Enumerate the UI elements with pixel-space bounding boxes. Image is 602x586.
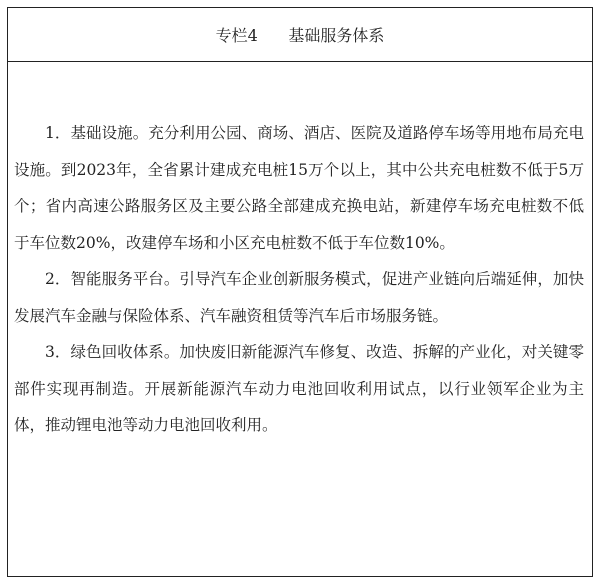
column-box — [7, 7, 593, 577]
column-title: 基础服务体系 — [288, 26, 385, 45]
column-label: 专栏4 — [215, 26, 258, 45]
paragraph-infrastructure: 1．基础设施。充分利用公园、商场、酒店、医院及道路停车场等用地布局充电设施。到2023年，全省累计建成充电桩15万个以上，其中公共充电桩数不低于5万个；省内高速公路服务区及主要公路全部建成充换电站，新建停车场充电桩数不低于车位数20%，改建停车场和小区充电桩数不低于车位数10%。 — [14, 124, 584, 252]
column-content — [14, 115, 584, 444]
paragraph-smart-platform: 2．智能服务平台。引导汽车企业创新服务模式，促进产业链向后端延伸，加快发展汽车金融与保险体系、汽车融资租赁等汽车后市场服务链。 — [14, 270, 584, 325]
paragraph-recycling: 3．绿色回收体系。加快废旧新能源汽车修复、改造、拆解的产业化，对关键零部件实现再制造。开展新能源汽车动力电池回收利用试点，以行业领军企业为主体，推动锂电池等动力电池回收利用。 — [14, 343, 584, 434]
column-header — [8, 8, 592, 62]
